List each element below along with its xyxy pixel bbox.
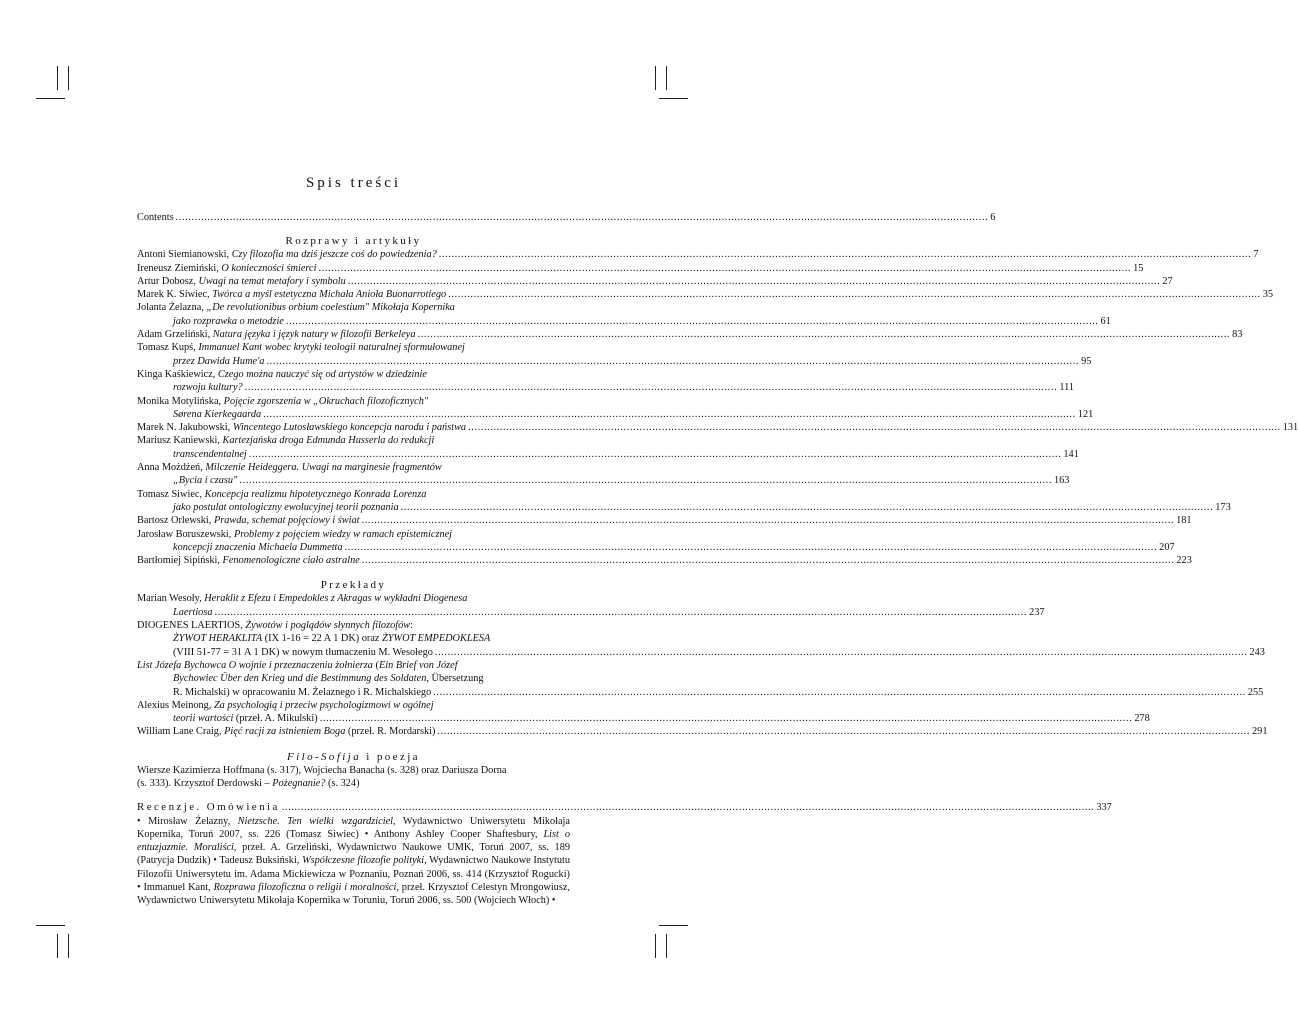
toc-entry-article[interactable]: Kinga Kaśkiewicz, Czego można nauczyć się od artystów w dziedzinie bbox=[137, 368, 427, 380]
filo-sofija-line-1: Wiersze Kazimierza Hoffmana (s. 317), Wojciecha Banacha (s. 328) oraz Dariusza Dorna bbox=[137, 764, 507, 776]
crop-mark-top-left-h bbox=[36, 98, 65, 99]
crop-mark-bottom-left-h bbox=[36, 925, 65, 926]
crop-mark-bottom-right-v1 bbox=[655, 934, 656, 958]
toc-entry-translation-3-line3[interactable]: R. Michalski) w opracowaniu M. Żelaznego i R. Michalskiego ..... 255 bbox=[137, 686, 570, 699]
toc-entry-article-cont[interactable]: przez Dawida Hume'a ..... 95 bbox=[137, 355, 570, 368]
articles-list bbox=[137, 248, 1298, 567]
toc-entry-article[interactable]: Jolanta Żelazna, „De revolutionibus orbium coelestium" Mikołaja Kopernika bbox=[137, 302, 455, 314]
toc-entry-article[interactable]: Mariusz Kaniewski, Kartezjańska droga Edmunda Husserla do redukcji bbox=[137, 435, 435, 447]
section-heading-filo-sofija: Filo-Sofija i poezja bbox=[287, 750, 420, 763]
toc-entry-contents[interactable]: Contents ..... 6 bbox=[137, 211, 570, 224]
toc-entry-translation-2-line2: ŻYWOT HERAKLITA (IX 1-16 = 22 A 1 DK) oraz ŻYWOT EMPEDOKLESA bbox=[173, 633, 491, 645]
toc-entry-article-cont[interactable]: Sørena Kierkegaarda ..... 121 bbox=[137, 408, 570, 421]
toc-entry-article[interactable]: Adam Grzeliński, Natura języka i język natury w filozofii Berkeleya ..... 83 bbox=[137, 328, 570, 341]
reviews-list: • Mirosław Żelazny, Nietzsche. Ten wielki wzgardziciel, Wydawnictwo Uniwersytetu Mikołaja Kopernika, Toruń 2007, ss. 226 (Tomasz Siwiec) • Anthony Ashley Cooper Shaftesbury, List o entuzjazmie. Moraliści, przeł. A. Grzeliński, Wydawnictwo Naukowe UMK, Toruń 2007, ss. 189 (Patrycja Dudzik) • Tadeusz Buksiński, Współczesne filozofie polityki, Wydawnictwo Naukowe Instytutu Filozofii Uniwersytetu im. Adama Mickiewicza w Poznaniu, Poznań 2006, ss. 414 (Krzysztof Rogucki) • Immanuel Kant, Rozprawa filozoficzna o religii i moralności, przeł. Krzysztof Celestyn Mrongowiusz, Wydawnictwo Uniwersytetu Mikołaja Kopernika w Toruniu, Toruń 2006, ss. 500 (Wojciech Włoch) • bbox=[137, 815, 571, 907]
toc-entry-article[interactable]: Bartosz Orlewski, Prawda, schemat pojęciowy i świat ..... 181 bbox=[137, 514, 570, 527]
crop-mark-top-left-v1 bbox=[57, 66, 58, 90]
filo-sofija-line-2: (s. 333). Krzysztof Derdowski – Pożegnanie? (s. 324) bbox=[137, 777, 360, 789]
crop-mark-top-right-h bbox=[659, 98, 688, 99]
toc-entry-translation-3[interactable]: List Józefa Bychowca O wojnie i przeznaczeniu żołnierza (Ein Brief von Józef bbox=[137, 659, 458, 671]
toc-entry-article[interactable]: Tomasz Kupś, Immanuel Kant wobec krytyki teologii naturalnej sformułowanej bbox=[137, 342, 465, 354]
page-title: Spis treści bbox=[305, 175, 402, 191]
toc-entry-translation-1[interactable]: Marian Wesoły, Heraklit z Efezu i Empedokles z Akragas w wykładni Diogenesa bbox=[137, 593, 468, 605]
toc-entry-article[interactable]: Ireneusz Ziemiński, O konieczności śmierci ..... 15 bbox=[137, 262, 570, 275]
table-of-contents bbox=[137, 168, 1298, 908]
toc-entry-translation-3-line2: Bychowiec Über den Krieg und die Bestimmung des Soldaten, Übersetzung bbox=[173, 673, 484, 685]
section-heading-articles: Rozprawy i artykuły bbox=[285, 235, 422, 248]
toc-entry-translation-2-line3[interactable]: (VIII 51-77 = 31 A 1 DK) w nowym tłumaczeniu M. Wesołego ..... 243 bbox=[137, 646, 570, 659]
toc-entry-article-cont[interactable]: jako rozprawka o metodzie ..... 61 bbox=[137, 315, 570, 328]
toc-entry-article[interactable]: Artur Dobosz, Uwagi na temat metafory i symbolu ..... 27 bbox=[137, 275, 570, 288]
toc-entry-article-cont[interactable]: jako postulat ontologiczny ewolucyjnej teorii poznania ..... 173 bbox=[137, 501, 570, 514]
crop-mark-bottom-right-v2 bbox=[666, 934, 667, 958]
toc-entry-translation-4-cont[interactable]: teorii wartości (przeł. A. Mikulski) ..... 278 bbox=[137, 712, 570, 725]
toc-entry-article[interactable]: Jarosław Boruszewski, Problemy z pojęciem wiedzy w ramach epistemicznej bbox=[137, 528, 453, 540]
crop-mark-bottom-right-h bbox=[659, 925, 688, 926]
toc-entry-article[interactable]: Anna Możdżeń, Milczenie Heideggera. Uwagi na marginesie fragmentów bbox=[137, 462, 442, 474]
toc-entry-article[interactable]: Monika Motylińska, Pojęcie zgorszenia w „Okruchach filozoficznych" bbox=[137, 395, 429, 407]
toc-entry-translation-1-cont[interactable]: Laertiosa ..... 237 bbox=[137, 606, 570, 619]
toc-entry-translation-4[interactable]: Alexius Meinong, Za psychologią i przeciw psychologizmowi w ogólnej bbox=[137, 699, 434, 711]
section-heading-translations: Przekłady bbox=[320, 579, 387, 592]
toc-entry-article[interactable]: Marek N. Jakubowski, Wincentego Lutosławskiego koncepcja narodu i państwa ..... 131 bbox=[137, 421, 570, 434]
crop-mark-top-left-v2 bbox=[68, 66, 69, 90]
toc-entry-article-cont[interactable]: transcendentalnej ..... 141 bbox=[137, 448, 570, 461]
crop-mark-top-right-v2 bbox=[666, 66, 667, 90]
crop-mark-bottom-left-v1 bbox=[57, 934, 58, 958]
toc-entry-article[interactable]: Antoni Siemianowski, Czy filozofia ma dziś jeszcze coś do powiedzenia? ..... 7 bbox=[137, 248, 570, 261]
toc-entry-article[interactable]: Marek K. Siwiec, Twórca a myśl estetyczna Michała Anioła Buonarrotiego ..... 35 bbox=[137, 288, 570, 301]
crop-mark-bottom-left-v2 bbox=[68, 934, 69, 958]
toc-entry-article-cont[interactable]: koncepcji znaczenia Michaela Dummetta ..... 207 bbox=[137, 541, 570, 554]
toc-entry-article[interactable]: Bartłomiej Sipiński, Fenomenologiczne ciało astralne ..... 223 bbox=[137, 554, 570, 567]
toc-entry-article-cont[interactable]: „Bycia i czasu" ..... 163 bbox=[137, 474, 570, 487]
crop-mark-top-right-v1 bbox=[655, 66, 656, 90]
toc-entry-article-cont[interactable]: rozwoju kultury? ..... 111 bbox=[137, 381, 570, 394]
toc-entry-article[interactable]: Tomasz Siwiec, Koncepcja realizmu hipotetycznego Konrada Lorenza bbox=[137, 488, 427, 500]
toc-entry-translation-2[interactable]: DIOGENES LAERTIOS, Żywotów i poglądów słynnych filozofów: bbox=[137, 620, 413, 632]
toc-entry-translation-5[interactable]: William Lane Craig, Pięć racji za istnieniem Boga (przeł. R. Mordarski) ..... 291 bbox=[137, 725, 570, 738]
section-heading-reviews[interactable]: Recenzje. Omówienia ..... 337 bbox=[137, 801, 570, 814]
